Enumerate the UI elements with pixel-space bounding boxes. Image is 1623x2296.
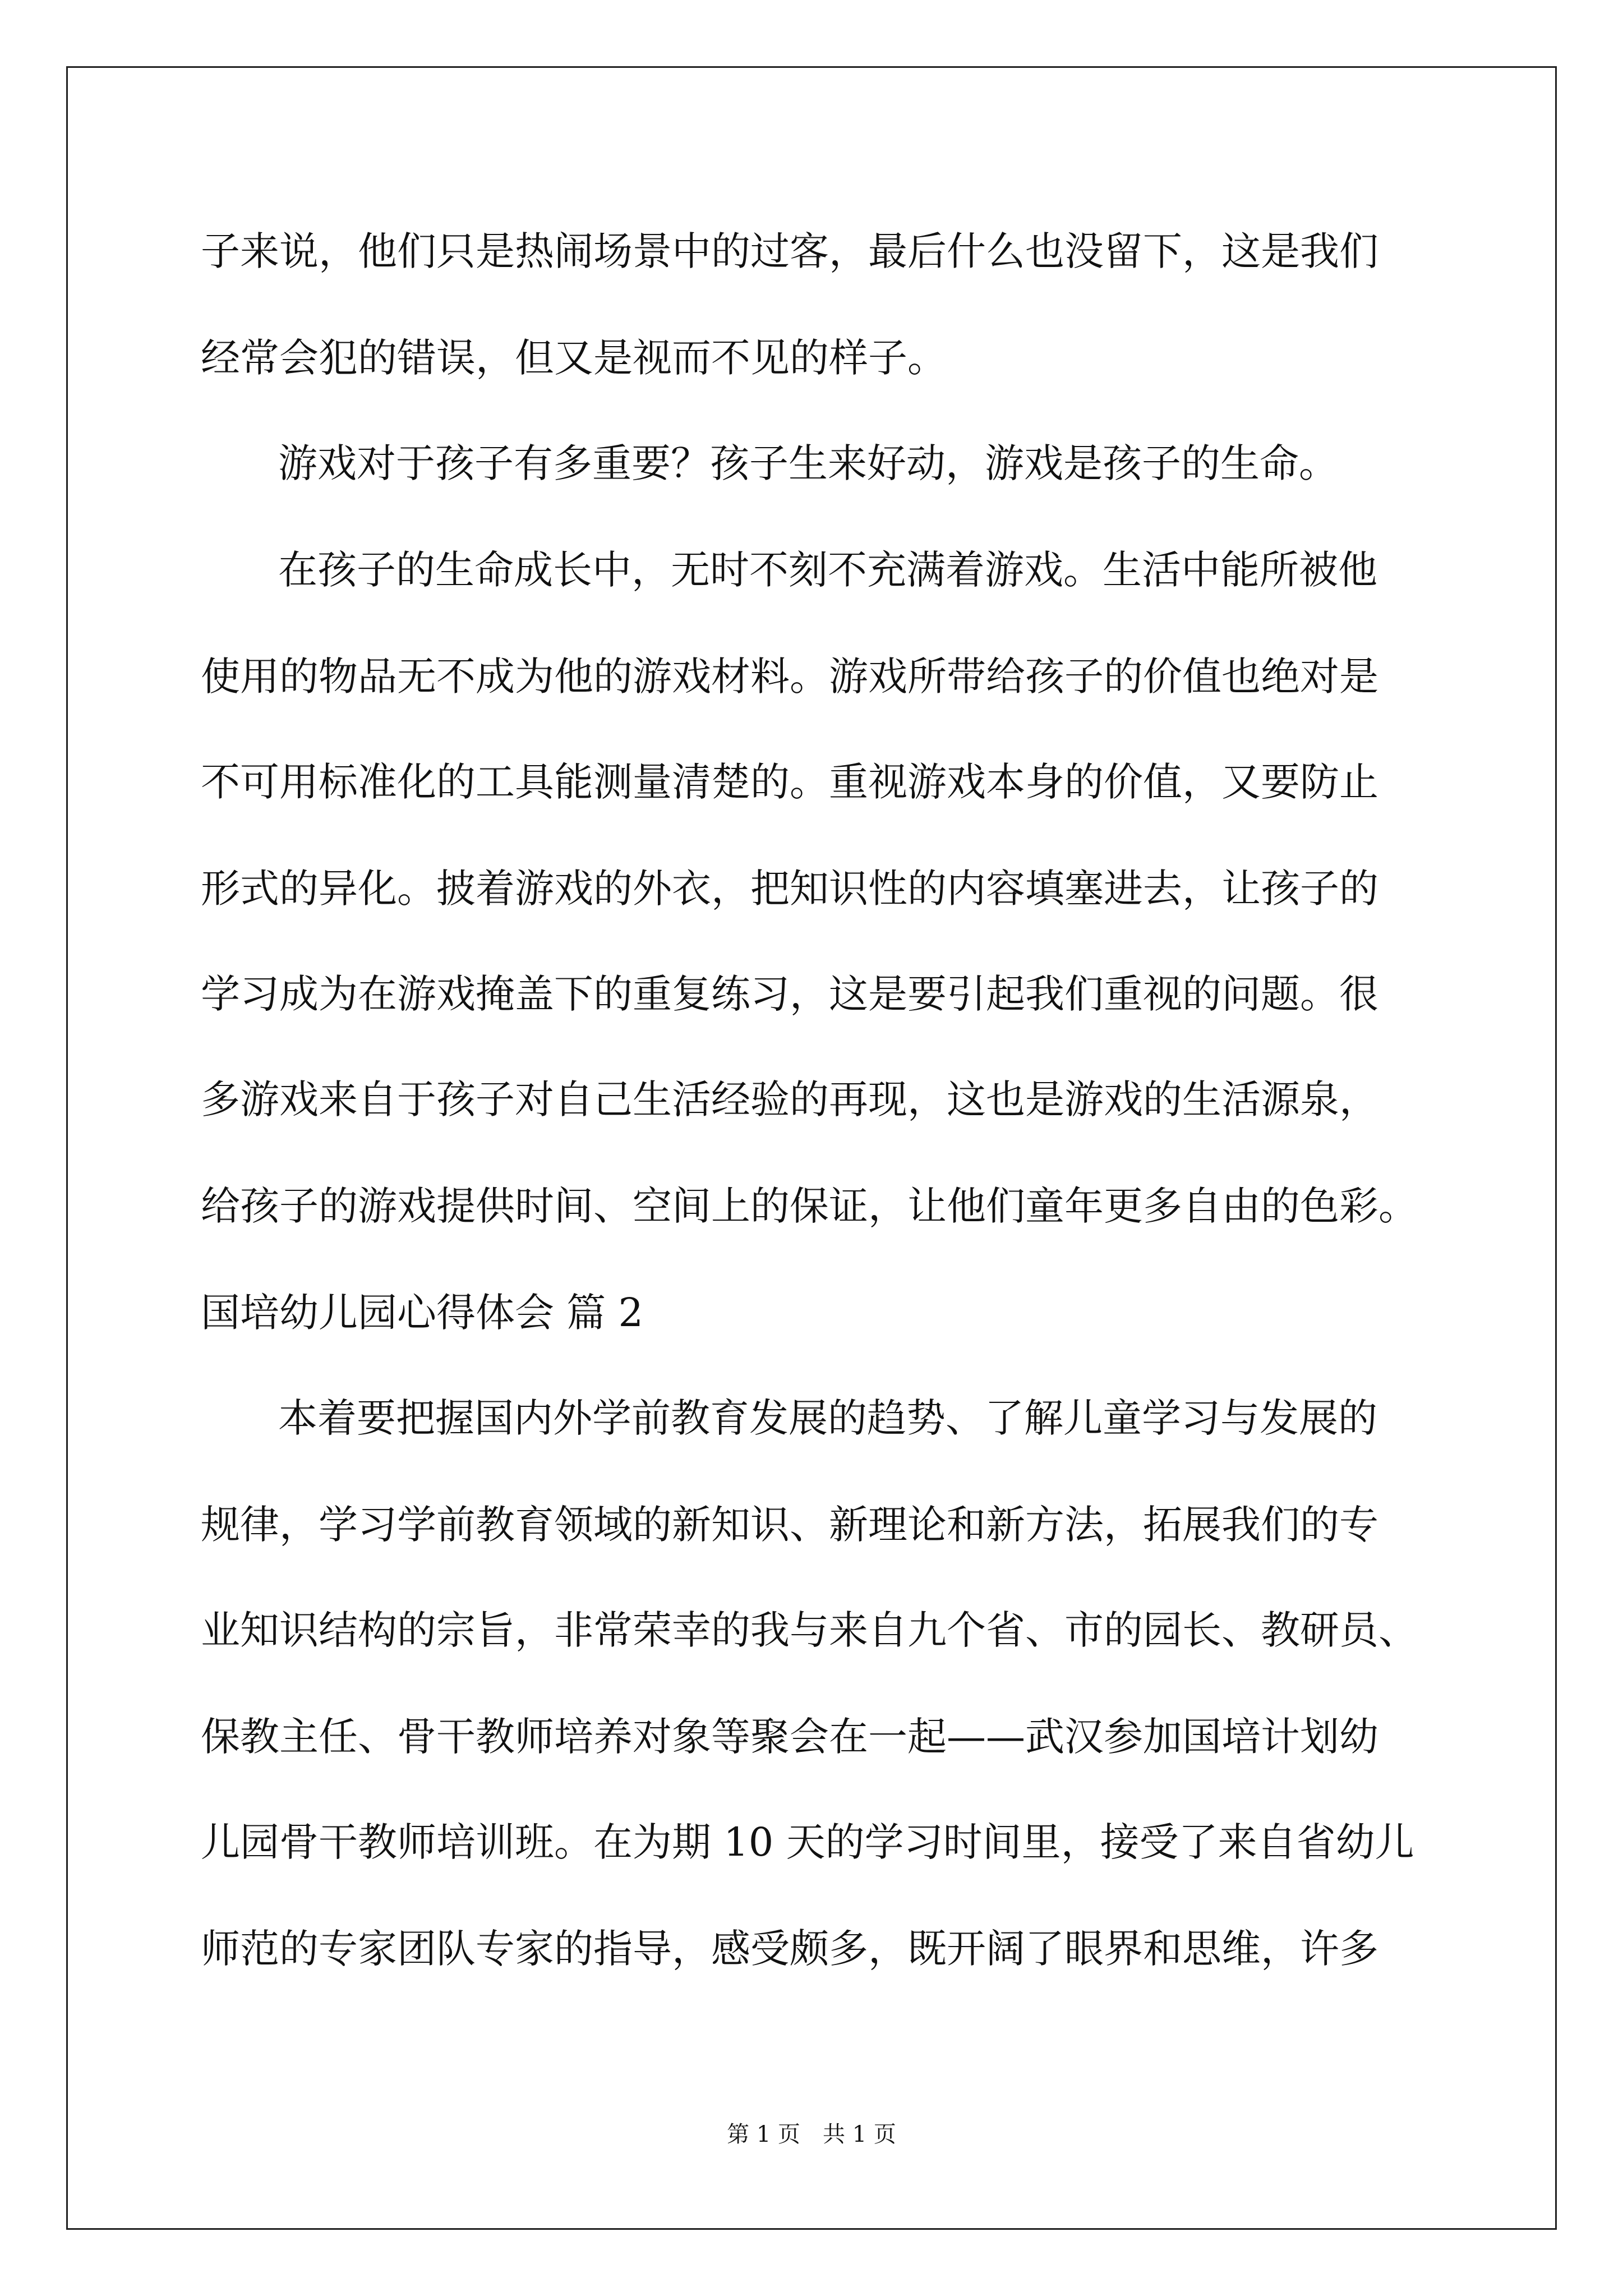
text-line: 多游戏来自于孩子对自己生活经验的再现，这也是游戏的生活源泉， (201, 1076, 1378, 1122)
text-line: 学习成为在游戏掩盖下的重复练习，这是要引起我们重视的问题。很 (201, 971, 1378, 1017)
text-line: 保教主任、骨干教师培养对象等聚会在一起——武汉参加国培计划幼 (201, 1714, 1378, 1760)
section-heading: 国培幼儿园心得体会 篇 2 (201, 1290, 644, 1336)
paragraph-first-line: 游戏对于孩子有多重要？孩子生来好动，游戏是孩子的生命。 (278, 440, 1338, 486)
paragraph-first-line: 本着要把握国内外学前教育发展的趋势、了解儿童学习与发展的 (278, 1395, 1377, 1441)
text-line: 给孩子的游戏提供时间、空间上的保证，让他们童年更多自由的色彩。 (201, 1183, 1418, 1229)
text-line: 业知识结构的宗旨，非常荣幸的我与来自九个省、市的园长、教研员、 (201, 1607, 1418, 1653)
text-line: 使用的物品无不成为他的游戏材料。游戏所带给孩子的价值也绝对是 (201, 654, 1378, 700)
page-border (66, 66, 1557, 2230)
text-line: 经常会犯的错误，但又是视而不见的样子。 (201, 335, 947, 381)
text-line: 规律，学习学前教育领域的新知识、新理论和新方法，拓展我们的专 (201, 1502, 1378, 1548)
text-line: 不可用标准化的工具能测量清楚的。重视游戏本身的价值，又要防止 (201, 759, 1378, 805)
paragraph-first-line: 在孩子的生命成长中，无时不刻不充满着游戏。生活中能所被他 (278, 547, 1377, 593)
text-line: 形式的异化。披着游戏的外衣，把知识性的内容填塞进去，让孩子的 (201, 866, 1378, 912)
text-line: 师范的专家团队专家的指导，感受颇多，既开阔了眼界和思维，许多 (201, 1926, 1378, 1972)
text-line: 子来说，他们只是热闹场景中的过客，最后什么也没留下，这是我们 (201, 228, 1378, 274)
text-line: 儿园骨干教师培训班。在为期 10 天的学习时间里，接受了来自省幼儿 (201, 1819, 1414, 1865)
page-total: 共 1 页 (823, 2122, 896, 2147)
page-number: 第 1 页 (727, 2122, 800, 2147)
page-footer (0, 2120, 1623, 2148)
